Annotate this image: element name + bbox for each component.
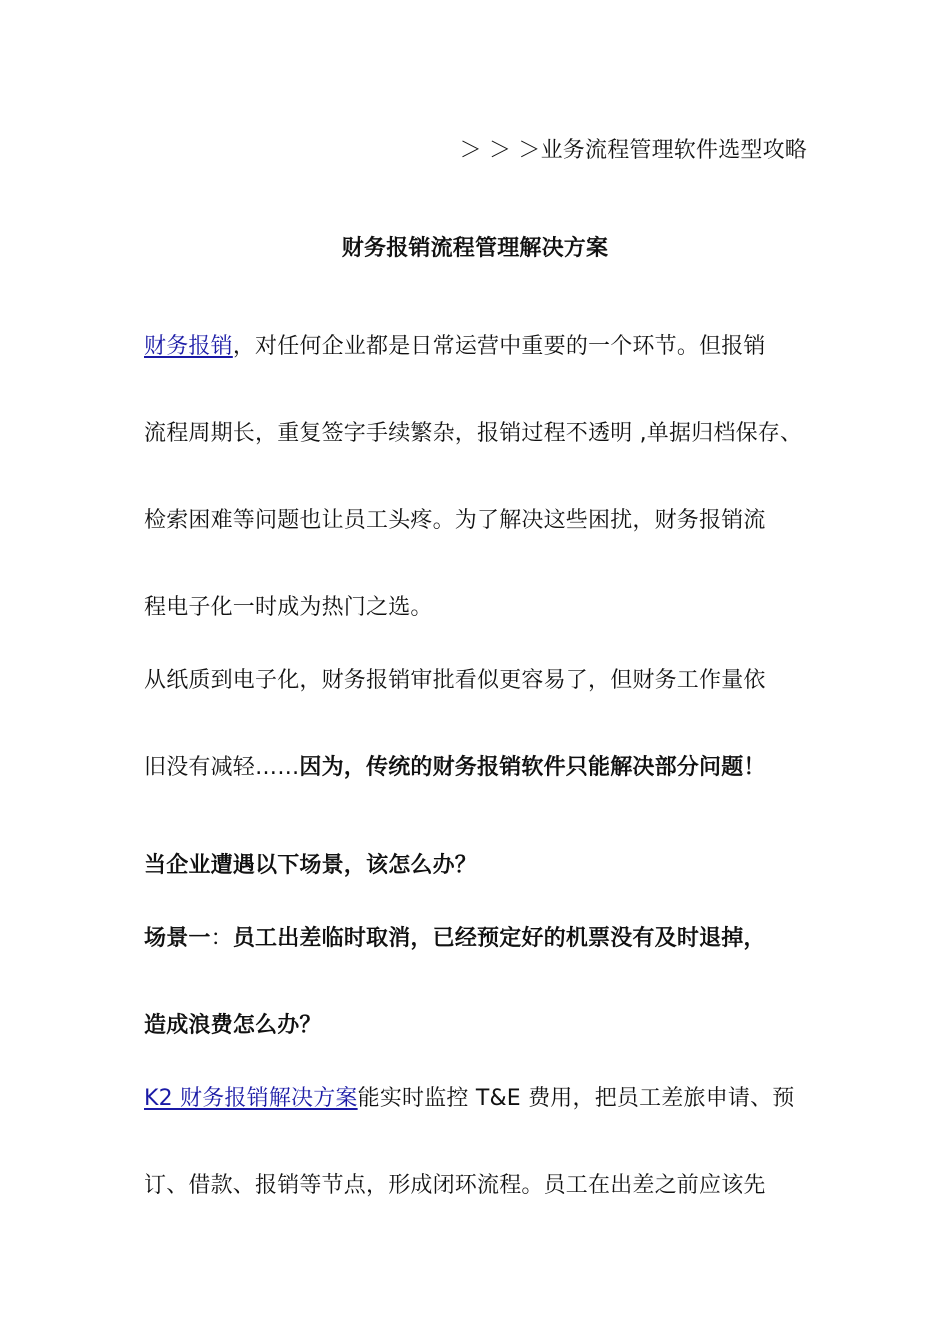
scenario1-label: 场景一 xyxy=(144,926,211,951)
scenario1-text: 员工出差临时取消，已经预定好的机票没有及时退掉， xyxy=(232,926,766,951)
scenario1-line-1 xyxy=(144,924,766,954)
scenario-question: 当企业遭遇以下场景，该怎么办？ xyxy=(144,853,478,878)
page-title: 财务报销流程管理解决方案 xyxy=(341,236,609,261)
solution-line-1 xyxy=(144,1084,795,1114)
scenario1-colon: ： xyxy=(210,926,233,951)
para2-plain-text: 旧没有减轻…… xyxy=(144,755,300,780)
intro-line-3: 检索困难等问题也让员工头疼。为了解决这些困扰，财务报销流 xyxy=(144,508,766,533)
finance-reimbursement-link[interactable]: 财务报销 xyxy=(144,334,233,359)
k2-solution-link[interactable]: K2 财务报销解决方案 xyxy=(144,1086,358,1111)
solution-line-1-text: 能实时监控 T&E 费用，把员工差旅申请、预 xyxy=(357,1086,795,1111)
intro-line-4: 程电子化一时成为热门之选。 xyxy=(144,595,433,620)
scenario1-line-2: 造成浪费怎么办？ xyxy=(144,1013,322,1038)
para2-line-1: 从纸质到电子化，财务报销审批看似更容易了，但财务工作量依 xyxy=(144,668,766,693)
solution-line-2: 订、借款、报销等节点，形成闭环流程。员工在出差之前应该先 xyxy=(144,1173,766,1198)
para2-line-2 xyxy=(144,753,766,783)
intro-line-1 xyxy=(144,332,766,362)
intro-line-2: 流程周期长，重复签字手续繁杂，报销过程不透明 ,单据归档保存、 xyxy=(144,421,803,446)
breadcrumb: ＞ ＞ ＞业务流程管理软件选型攻略 xyxy=(459,138,807,163)
para2-bold-text: 因为，传统的财务报销软件只能解决部分问题！ xyxy=(299,755,766,780)
intro-line-1-text: ，对任何企业都是日常运营中重要的一个环节。但报销 xyxy=(232,334,766,359)
